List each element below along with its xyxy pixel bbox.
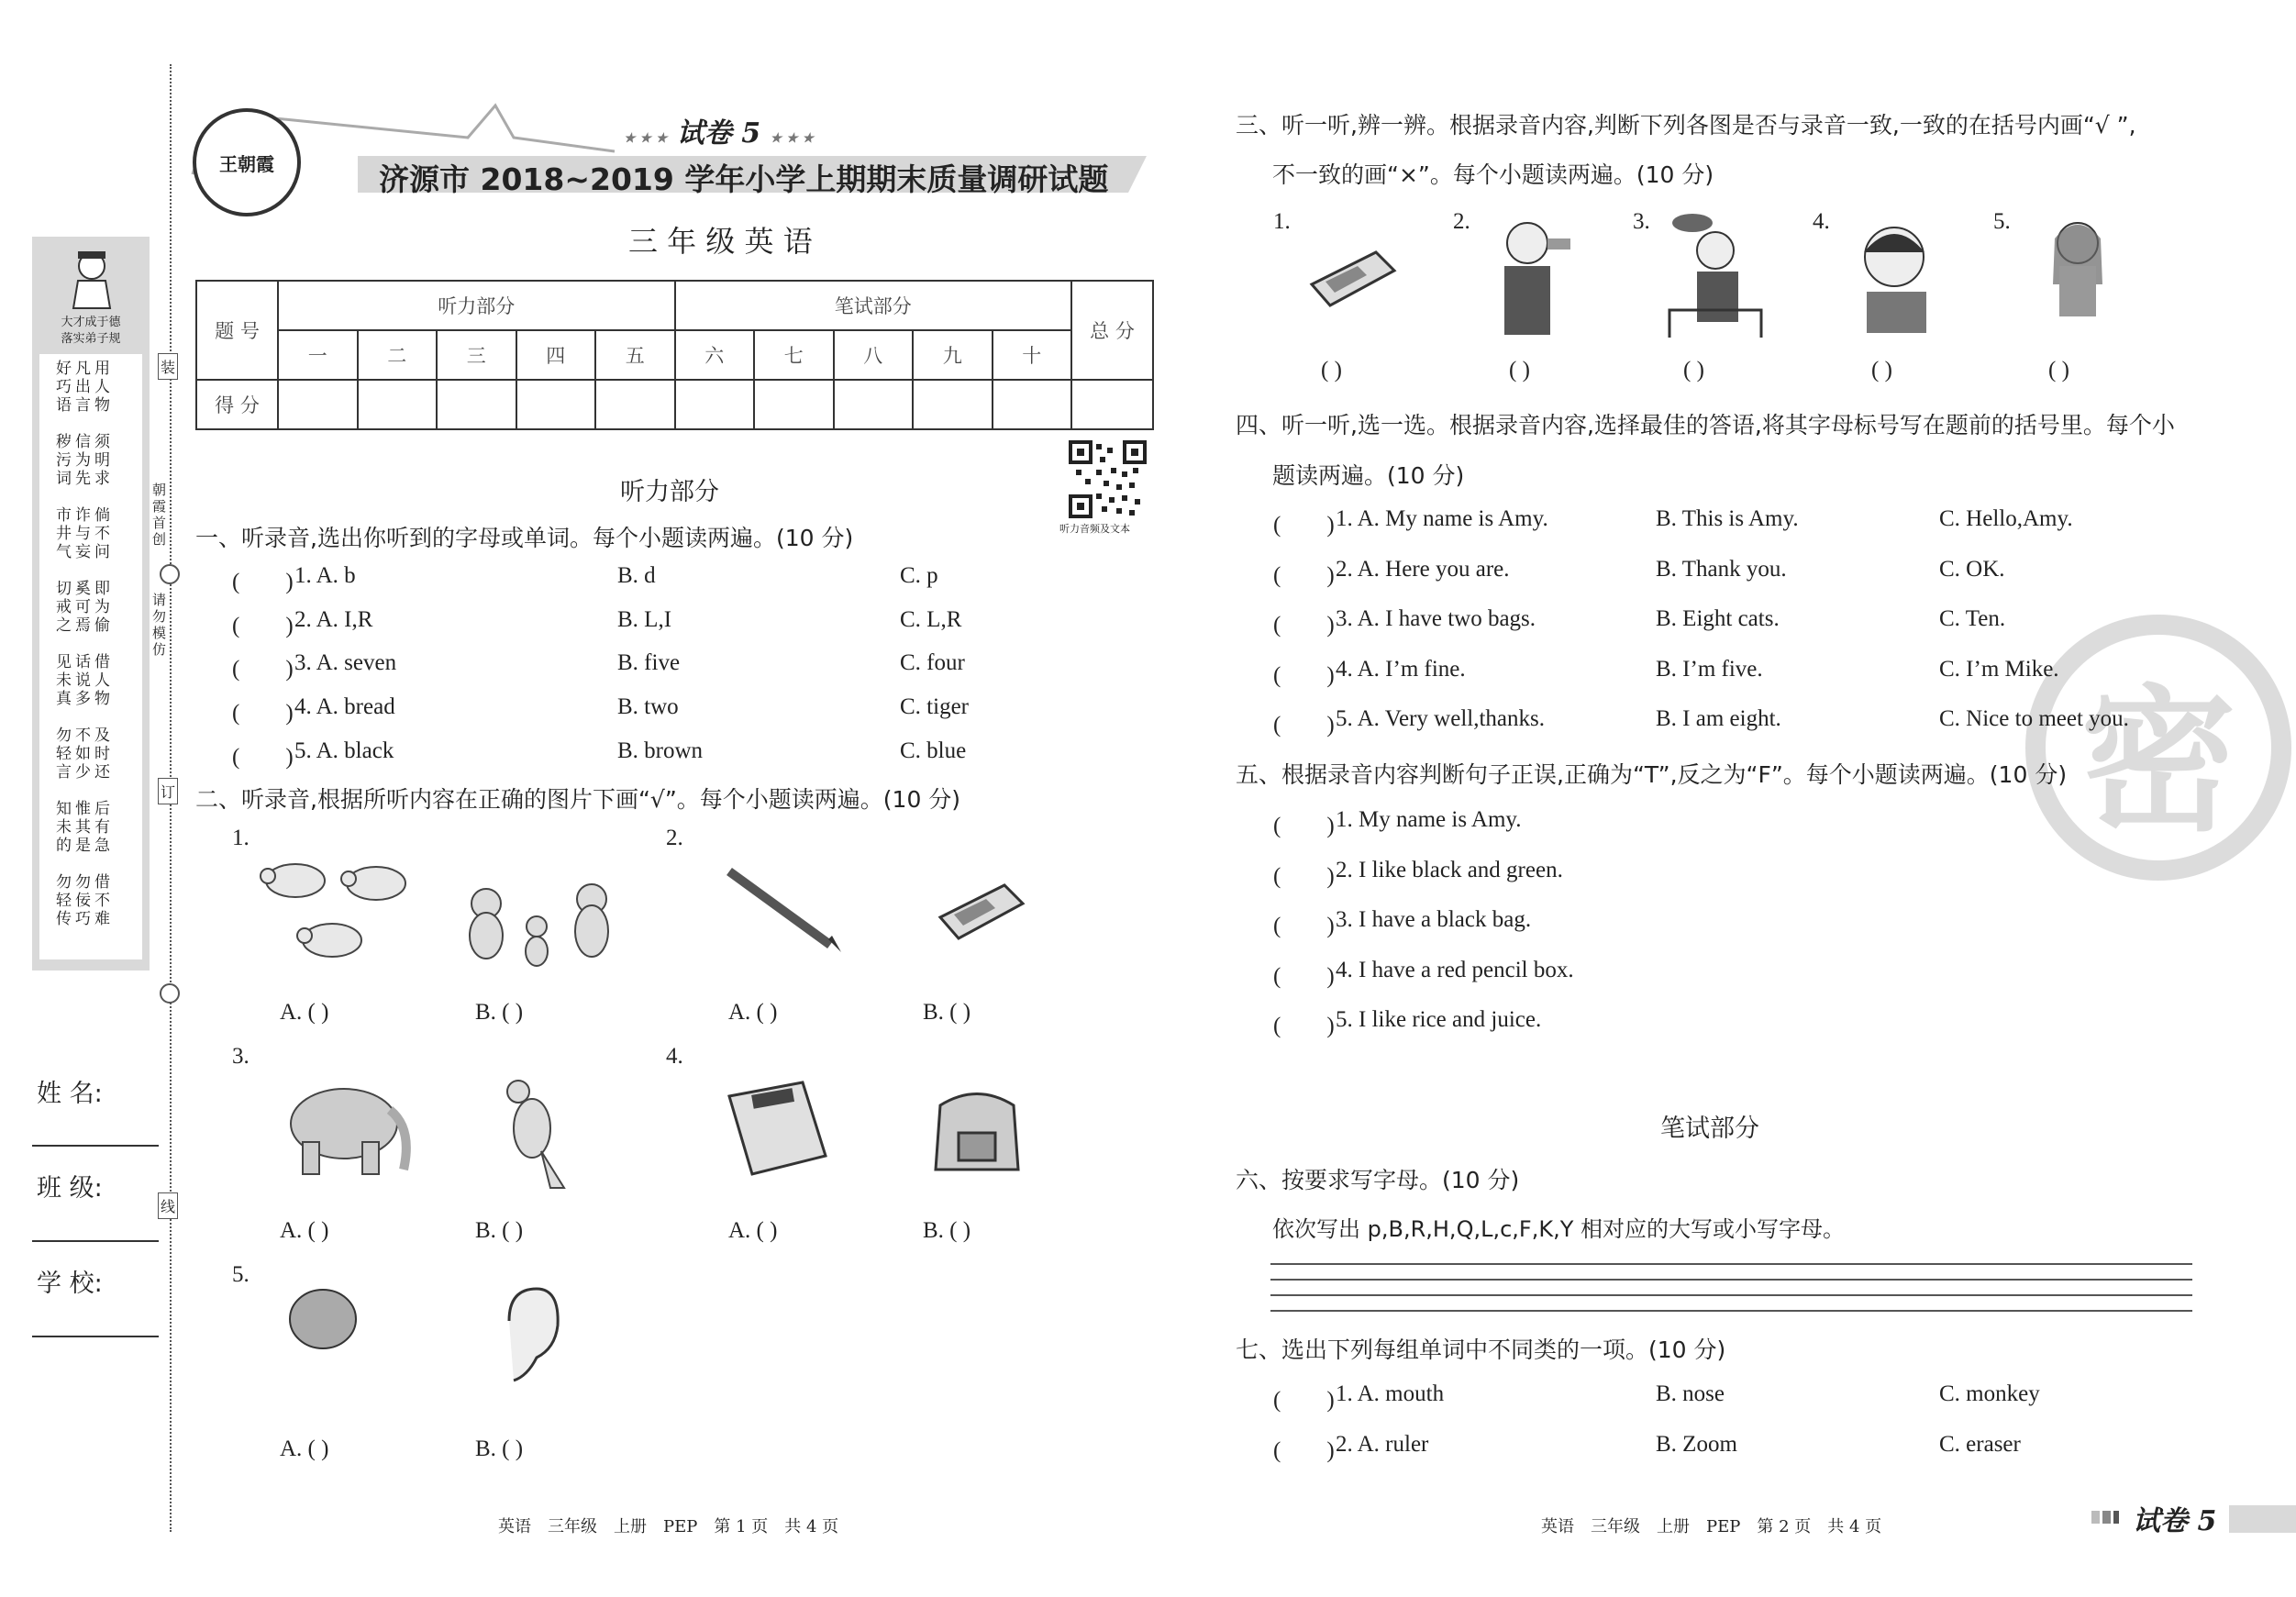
school-field[interactable] <box>32 1336 159 1337</box>
girl-picture <box>2027 211 2128 339</box>
stamp-char: 密 <box>2080 671 2236 853</box>
exam-subtitle: 三 年 级 英 语 <box>628 224 813 259</box>
item-number: 1. <box>1273 209 1291 234</box>
answer-paren[interactable]: ( ) <box>1273 1438 1335 1463</box>
exam-title: 济源市 2018~2019 学年小学上期期末质量调研试题 <box>379 161 1109 197</box>
table-number-cell: 三 <box>437 330 516 380</box>
question-row <box>1273 1432 2282 1461</box>
listening-heading: 听力部分 <box>620 478 719 506</box>
qr-code[interactable] <box>1069 440 1147 518</box>
item-number: 4. <box>1813 209 1830 234</box>
scholar-illustration <box>60 246 124 310</box>
section5-title: 五、根据录音内容判断句子正误,正确为“T”,反之为“F”。每个小题读两遍。(10 分) <box>1236 761 2068 788</box>
answer-paren[interactable]: ( ) <box>1273 814 1335 838</box>
option-c: C. Nice to meet you. <box>1939 706 2129 731</box>
item-number: 5. <box>1993 209 2011 234</box>
answer-paren[interactable]: ( ) <box>1273 663 1335 688</box>
watermark-stamp <box>2025 615 2291 881</box>
paper-label-text: 试卷 5 <box>676 117 761 150</box>
proverb-group: 市诈倘 井与不 气妄问 <box>56 506 114 561</box>
tf-row <box>1273 807 2007 837</box>
section2-title: 二、听录音,根据所听内容在正确的图片下画“√”。每个小题读两遍。(10 分) <box>195 786 961 813</box>
score-cell[interactable] <box>278 380 358 429</box>
page-footer-right: 英语 三年级 上册 PEP 第 2 页 共 4 页 <box>1541 1517 1882 1536</box>
section3-title: 三、听一听,辨一辨。根据录音内容,判断下列各图是否与录音一致,一致的在括号内画“√ ”, <box>1236 112 2136 139</box>
pigs-picture <box>257 848 422 968</box>
option-b: B. five <box>617 650 681 675</box>
eraser-picture <box>931 876 1032 949</box>
table-number-cell: 十 <box>993 330 1072 380</box>
table-number-cell: 八 <box>834 330 914 380</box>
question-row <box>232 563 1149 593</box>
score-cell[interactable] <box>358 380 438 429</box>
question-row <box>232 650 1149 680</box>
bag-picture <box>917 1082 1037 1179</box>
option-b: B. This is Amy. <box>1656 506 1799 531</box>
table-header-cell: 听力部分 <box>278 281 675 330</box>
table-number-cell: 六 <box>675 330 755 380</box>
circle-mark <box>160 564 180 584</box>
table-number-cell: 二 <box>358 330 438 380</box>
option-b: B. I’m five. <box>1656 657 1763 682</box>
circle-mark <box>160 983 180 1004</box>
option-a-paren[interactable]: A. ( ) <box>280 1218 329 1243</box>
answer-paren[interactable]: ( ) <box>1273 513 1335 538</box>
writing-line[interactable] <box>1270 1263 2192 1265</box>
option-b: B. L,I <box>617 607 672 632</box>
school-field-label: 学 校: <box>37 1270 103 1298</box>
section4-title: 四、听一听,选一选。根据录音内容,选择最佳的答语,将其字母标号写在题前的括号里。每个小 <box>1236 412 2175 438</box>
answer-paren[interactable]: ( ) <box>1871 358 1892 383</box>
writing-line[interactable] <box>1270 1294 2192 1296</box>
score-cell[interactable] <box>1071 380 1153 429</box>
stars-right: ★ ★ ★ <box>770 131 815 146</box>
fold-mark: 订 <box>158 778 178 804</box>
table-number-cell: 一 <box>278 330 358 380</box>
answer-paren[interactable]: ( ) <box>1273 713 1335 738</box>
elephant-picture <box>275 1073 422 1179</box>
proverb-list <box>39 354 142 959</box>
score-cell[interactable] <box>913 380 993 429</box>
score-cell[interactable] <box>437 380 516 429</box>
option-b-paren[interactable]: B. ( ) <box>923 1000 971 1025</box>
answer-paren[interactable]: ( ) <box>1273 914 1335 938</box>
score-cell[interactable] <box>675 380 755 429</box>
egg-picture <box>286 1284 360 1353</box>
item-number: 2. <box>1453 209 1470 234</box>
option-c: C. monkey <box>1939 1381 2040 1406</box>
answer-paren[interactable]: ( ) <box>1509 358 1530 383</box>
vertical-note: 朝霞首创 <box>152 482 167 548</box>
option-b: B. two <box>617 694 679 719</box>
tf-statement: 4. I have a red pencil box. <box>1336 958 1574 982</box>
question-row <box>1273 606 2282 636</box>
table-header-cell: 笔试部分 <box>675 281 1072 330</box>
bird-picture <box>491 1073 573 1192</box>
answer-paren[interactable]: ( ) <box>232 614 294 638</box>
vertical-note: 请勿模仿 <box>152 592 167 658</box>
answer-paren[interactable]: ( ) <box>232 745 294 770</box>
question-row <box>1273 557 2282 586</box>
option-a: 3. A. seven <box>294 650 397 675</box>
option-a: 2. A. ruler <box>1336 1432 1429 1457</box>
eraser-picture <box>1303 243 1403 316</box>
name-field[interactable] <box>32 1145 159 1147</box>
item-number: 4. <box>666 1044 683 1069</box>
option-a-paren[interactable]: A. ( ) <box>280 1000 329 1025</box>
option-a: 2. A. Here you are. <box>1336 557 1510 582</box>
option-a: 1. A. My name is Amy. <box>1336 506 1548 531</box>
question-row <box>232 738 1149 768</box>
item-number: 1. <box>232 826 250 850</box>
answer-paren[interactable]: ( ) <box>1321 358 1342 383</box>
table-header-cell: 总 分 <box>1071 281 1153 380</box>
section7-title: 七、选出下列每组单词中不同类的一项。(10 分) <box>1236 1336 1726 1363</box>
table-header-cell: 题 号 <box>196 281 278 380</box>
option-c: C. tiger <box>900 694 969 719</box>
option-a-paren[interactable]: A. ( ) <box>280 1436 329 1461</box>
option-a-paren[interactable]: A. ( ) <box>728 1218 778 1243</box>
option-a: 1. A. b <box>294 563 356 588</box>
proverb-group: 秽信须 污为明 词先求 <box>56 433 114 488</box>
question-row <box>232 607 1149 637</box>
book-picture <box>720 1078 835 1183</box>
option-b: B. d <box>617 563 656 588</box>
option-a-paren[interactable]: A. ( ) <box>728 1000 778 1025</box>
badge-text: 试卷 5 <box>2133 1505 2217 1537</box>
option-c: C. I’m Mike. <box>1939 657 2059 682</box>
item-number: 5. <box>232 1262 250 1287</box>
section4-title-cont: 题读两遍。(10 分) <box>1272 462 1465 489</box>
question-row <box>1273 706 2282 736</box>
tf-statement: 2. I like black and green. <box>1336 858 1563 882</box>
question-row <box>1273 1381 2282 1411</box>
question-row <box>232 694 1149 724</box>
question-row <box>1273 657 2282 686</box>
class-field-label: 班 级: <box>37 1174 103 1203</box>
option-c: C. eraser <box>1939 1432 2021 1457</box>
score-cell[interactable] <box>595 380 675 429</box>
section6-title: 六、按要求写字母。(10 分) <box>1236 1167 1520 1193</box>
score-cell[interactable] <box>516 380 596 429</box>
writing-line[interactable] <box>1270 1310 2192 1312</box>
option-c: C. Ten. <box>1939 606 2006 631</box>
proverb-group: 勿勿借 轻佞不 传巧难 <box>56 873 114 928</box>
tf-row <box>1273 958 2007 987</box>
ear-picture <box>495 1284 564 1385</box>
option-b-paren[interactable]: B. ( ) <box>475 1436 524 1461</box>
boy-smiling-picture <box>1844 220 1954 335</box>
answer-paren[interactable]: ( ) <box>1273 1388 1335 1413</box>
boy-drinking-picture <box>1481 216 1582 335</box>
option-a: 4. A. I’m fine. <box>1336 657 1466 682</box>
answer-paren[interactable]: ( ) <box>1273 563 1335 588</box>
option-c: C. four <box>900 650 965 675</box>
tf-row <box>1273 907 2007 937</box>
question-row <box>1273 506 2282 536</box>
fold-mark: 线 <box>158 1192 178 1219</box>
table-number-cell: 五 <box>595 330 675 380</box>
writing-line[interactable] <box>1270 1279 2192 1281</box>
answer-paren[interactable]: ( ) <box>1273 613 1335 638</box>
option-a: 4. A. bread <box>294 694 395 719</box>
option-b: B. brown <box>617 738 704 763</box>
badge-squares <box>2091 1511 2119 1524</box>
answer-paren[interactable]: ( ) <box>232 657 294 682</box>
section1-title: 一、听录音,选出你听到的字母或单词。每个小题读两遍。(10 分) <box>195 525 854 551</box>
score-cell[interactable] <box>993 380 1072 429</box>
answer-paren[interactable]: ( ) <box>1273 964 1335 989</box>
writing-heading: 笔试部分 <box>1660 1115 1759 1143</box>
answer-paren[interactable]: ( ) <box>2048 358 2069 383</box>
logo-text: 王朝霞 <box>219 152 274 175</box>
proverb-group: 见话借 未说人 真多物 <box>56 653 114 708</box>
tf-statement: 3. I have a black bag. <box>1336 907 1532 932</box>
table-number-cell: 七 <box>754 330 834 380</box>
option-a: 3. A. I have two bags. <box>1336 606 1536 631</box>
option-b-paren[interactable]: B. ( ) <box>475 1000 524 1025</box>
option-b: B. Eight cats. <box>1656 606 1780 631</box>
score-cell[interactable] <box>754 380 834 429</box>
option-a: 5. A. black <box>294 738 394 763</box>
proverb-group: 勿不及 轻如时 言少还 <box>56 726 114 782</box>
table-number-cell: 九 <box>913 330 993 380</box>
stars-left: ★ ★ ★ <box>624 131 668 146</box>
table-row-label: 得 分 <box>196 380 278 429</box>
score-table <box>195 280 1154 430</box>
option-b: B. Thank you. <box>1656 557 1787 582</box>
option-c: C. OK. <box>1939 557 2005 582</box>
qr-caption: 听力音频及文本 <box>1059 523 1130 535</box>
tf-row <box>1273 858 2007 887</box>
answer-paren[interactable]: ( ) <box>232 701 294 726</box>
paper-badge <box>2091 1498 2296 1535</box>
proverb-group: 切奚即 戒可为 之焉偷 <box>56 580 114 635</box>
section3-title-cont: 不一致的画“×”。每个小题读两遍。(10 分) <box>1272 161 1714 188</box>
option-b: B. I am eight. <box>1656 706 1781 731</box>
badge-bar <box>2229 1505 2296 1533</box>
answer-paren[interactable]: ( ) <box>1683 358 1704 383</box>
tf-statement: 5. I like rice and juice. <box>1336 1007 1542 1032</box>
page-footer-left: 英语 三年级 上册 PEP 第 1 页 共 4 页 <box>498 1517 839 1536</box>
tf-row <box>1273 1007 2007 1037</box>
option-c: C. p <box>900 563 938 588</box>
answer-paren[interactable]: ( ) <box>232 570 294 594</box>
option-b-paren[interactable]: B. ( ) <box>475 1218 524 1243</box>
answer-paren[interactable]: ( ) <box>1273 1014 1335 1038</box>
answer-paren[interactable]: ( ) <box>1273 864 1335 889</box>
paper-label <box>624 110 814 150</box>
class-field[interactable] <box>32 1240 159 1242</box>
option-a: 1. A. mouth <box>1336 1381 1445 1406</box>
item-number: 3. <box>232 1044 250 1069</box>
option-c: C. blue <box>900 738 967 763</box>
pencil-picture <box>720 862 844 954</box>
item-number: 3. <box>1633 209 1650 234</box>
option-a: 2. A. I,R <box>294 607 373 632</box>
option-b-paren[interactable]: B. ( ) <box>923 1218 971 1243</box>
proverb-banner: 大才成于德 落实弟子规 <box>61 316 121 346</box>
option-b: B. Zoom <box>1656 1432 1737 1457</box>
proverb-group: 知惟后 未其有 的是急 <box>56 800 114 855</box>
score-cell[interactable] <box>834 380 914 429</box>
option-c: C. L,R <box>900 607 962 632</box>
fold-mark: 装 <box>158 353 178 380</box>
monkeys-picture <box>449 876 633 977</box>
item-number: 2. <box>666 826 683 850</box>
publisher-logo <box>193 108 301 216</box>
boy-with-cap-picture <box>1665 209 1766 338</box>
option-c: C. Hello,Amy. <box>1939 506 2073 531</box>
proverb-group: 好凡用 巧出人 语言物 <box>56 360 114 415</box>
option-a: 5. A. Very well,thanks. <box>1336 706 1545 731</box>
tf-statement: 1. My name is Amy. <box>1336 807 1522 832</box>
option-b: B. nose <box>1656 1381 1725 1406</box>
proverb-panel <box>32 237 150 970</box>
name-field-label: 姓 名: <box>37 1080 103 1108</box>
section6-instruction: 依次写出 p,B,R,H,Q,L,c,F,K,Y 相对应的大写或小写字母。 <box>1272 1216 1845 1242</box>
table-number-cell: 四 <box>516 330 596 380</box>
